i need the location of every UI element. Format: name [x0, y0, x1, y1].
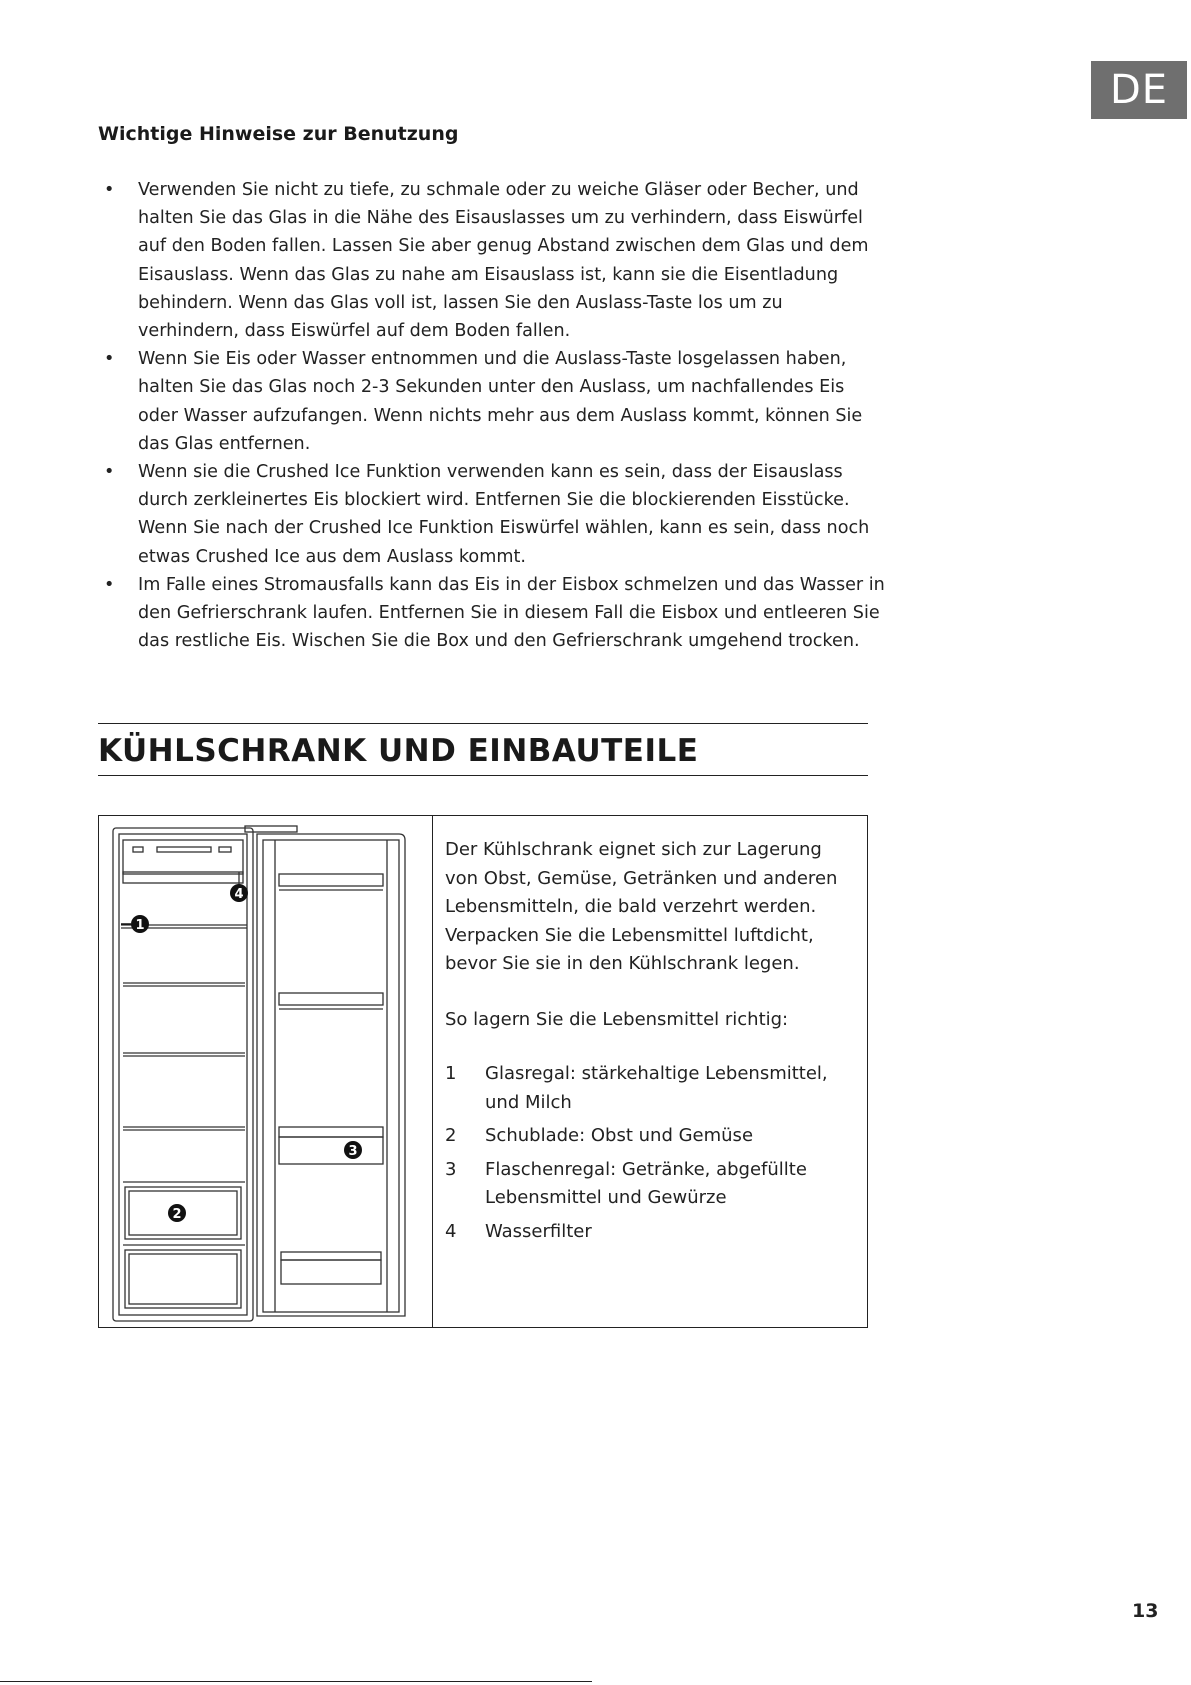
svg-text:3: 3 [348, 1144, 358, 1159]
legend-item: 4 Wasserfilter [445, 1220, 592, 1242]
description-text: Der Kühlschrank eignet sich zur Lagerung von Obst, Gemüse, Getränken und anderen Lebensmitteln, die bald verzehrt werden. Verpacken Sie die Lebensmittel luftdicht, bevor Sie sie in den Kühlschrank legen. [445, 839, 838, 974]
usage-notes-list [98, 176, 888, 655]
fridge-diagram [99, 816, 433, 1327]
bullet-icon: • [104, 180, 115, 200]
fridge-description [445, 836, 860, 1246]
footer-rule [0, 1681, 592, 1682]
list-item: • Verwenden Sie nicht zu tiefe, zu schmale oder zu weiche Gläser oder Becher, und halten Sie das Glas in die Nähe des Eisauslasses um zu verhindern, dass Eiswürfel auf den Boden fallen. Lassen Sie aber genug Abstand zwischen dem Glas und dem Eisauslass. Wenn das Glas zu nahe am Eisauslass ist, kann sie die Eisentladung behindern. Wenn das Glas voll ist, lassen Sie den Auslass-Taste los um zu verhindern, dass Eiswürfel auf dem Boden fallen. [98, 176, 888, 345]
heading-rule-top [98, 723, 868, 724]
marker-4 [230, 884, 248, 902]
legend-item: 1 Glasregal: stärkehaltige Lebensmittel, und Milch [445, 1063, 828, 1113]
bullet-icon: • [104, 349, 115, 370]
legend-item: 2 Schublade: Obst und Gemüse [445, 1125, 754, 1146]
marker-2 [168, 1204, 186, 1222]
fridge-interior-illustration [99, 816, 433, 1326]
svg-text:4: 4 [234, 887, 244, 902]
storage-intro: So lagern Sie die Lebensmittel richtig: [445, 1008, 789, 1030]
list-item: • Wenn Sie Eis oder Wasser entnommen und die Auslass-Taste losgelassen haben, halten Sie das Glas noch 2-3 Sekunden unter den Auslass, um nachfallendes Eis oder Wasser aufzufangen. Wenn nichts mehr aus dem Auslass kommt, können Sie das Glas entfernen. [98, 345, 888, 458]
marker-1 [121, 915, 149, 933]
fridge-info-box [98, 815, 868, 1328]
legend-item: 3 Flaschenregal: Getränke, abgefüllte Lebensmittel und Gewürze [445, 1158, 807, 1208]
usage-notes-heading: Wichtige Hinweise zur Benutzung [98, 123, 459, 145]
bullet-icon: • [104, 574, 115, 595]
marker-3 [344, 1141, 362, 1159]
svg-text:1: 1 [135, 918, 145, 933]
list-item: • Im Falle eines Stromausfalls kann das Eis in der Eisbox schmelzen und das Wasser in den Gefrierschrank laufen. Entfernen Sie in diesem Fall die Eisbox und entleeren Sie das restliche Eis. Wischen Sie die Box und den Gefrierschrank umgehend trocken. [98, 571, 888, 656]
page-number: 13 [1132, 1600, 1159, 1622]
bullet-icon: • [104, 462, 115, 483]
parts-legend [445, 1060, 860, 1246]
list-item: • Wenn sie die Crushed Ice Funktion verwenden kann es sein, dass der Eisauslass durch zerkleinertes Eis blockiert wird. Entfernen Sie die blockierenden Eisstücke. Wenn Sie nach der Crushed Ice Funktion Eiswürfel wählen, kann es sein, dass noch etwas Crushed Ice aus dem Auslass kommt. [98, 458, 888, 571]
svg-text:2: 2 [172, 1207, 182, 1222]
fridge-section-heading: KÜHLSCHRANK UND EINBAUTEILE [98, 733, 699, 769]
language-badge: DE [1091, 61, 1187, 119]
heading-rule-bottom [98, 775, 868, 776]
